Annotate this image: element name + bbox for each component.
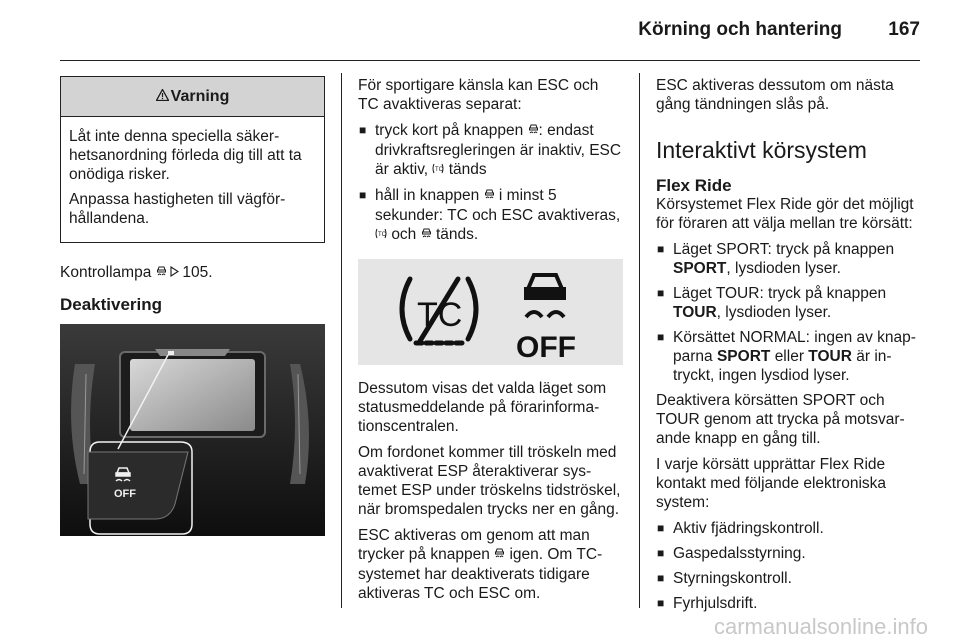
warning-text-2: Anpassa hastigheten till vägförhållandena. [69,191,286,227]
svg-text:TC: TC [378,232,386,238]
esc-tc-list [358,121,623,245]
list-item: ■ Aktiv fjädringskontroll. [656,519,922,538]
page-number: 167 [888,19,920,40]
header-rule [60,60,920,61]
col3-first: ESC aktiveras dessutom om nästa gång tändningen slås på. [656,77,894,113]
heading-deaktivering: Deaktivering [60,295,163,314]
col3-varje: I varje körsätt upprättar Flex Ride kontakt med följande elektroniska system: [656,456,887,511]
column-divider-1 [341,73,342,608]
flex-ride-intro: Körsystemet Flex Ride gör det möjligt för föraren att välja mellan tre körsätt: [656,196,914,232]
list-item: ■ håll in knappen i minst 5 sekunder: TC och ESC avaktiveras, TC och tänds. [358,186,623,245]
tc-off-icon [432,163,444,177]
photo-off-label: OFF [114,488,136,500]
heading-flex-ride: Flex Ride [656,176,732,195]
watermark [0,614,960,642]
graphic-off-label: OFF [516,331,576,364]
list-item: ■ Gaspedalsstyrning. [656,544,922,563]
dashboard-photo [60,324,325,536]
esc-off-icon [156,266,170,280]
col2-threshold: Om fordonet kommer till tröskeln med avaktiverat ESP återaktiverar systemet ESP under tröskelns tidströskel, när bromspedalen trycks ner en gång. [358,444,621,518]
kontrollampa-line: Kontrollampa 105. [60,264,213,281]
esc-off-icon [421,228,432,242]
modes-list [656,240,922,385]
col2-intro: För sportigare känsla kan ESC och TC avaktiveras separat: [358,77,599,113]
esc-off-icon [494,548,505,562]
col3-deaktivera: Deaktivera körsätten SPORT och TOUR genom att trycka på motsvarande knapp en gång till. [656,392,905,447]
column-2 [358,76,623,610]
list-item: ■ Körsättet NORMAL: ingen av knapparna SPORT eller TOUR är intryckt, ingen lysdiod lyser. [656,328,922,385]
list-item: ■ Läget SPORT: tryck på knappen SPORT, lysdioden lyser. [656,240,922,278]
warning-triangle-icon [156,87,169,106]
page-header [60,18,920,48]
heading-interaktivt: Interaktivt körsystem [656,137,867,163]
list-item: ■ Fyrhjulsdrift. [656,594,922,613]
list-item: ■ tryck kort på knappen : endast drivkraftsregleringen är inaktiv, ESC är aktiv, TC tänds [358,121,623,180]
list-item: ■ Styrningskontroll. [656,569,922,588]
tc-off-icon [375,228,387,242]
col2-dessutom: Dessutom visas det valda läget som statusmeddelande på förarinformationscentralen. [358,380,607,435]
tc-esc-off-graphic [358,259,623,365]
list-item: ■ Läget TOUR: tryck på knappen TOUR, lysdioden lyser. [656,284,922,322]
warning-header [61,77,324,117]
column-3 [656,76,922,619]
graphic-tc-label: TC [417,296,463,334]
systems-list [656,519,922,613]
warning-text-1: Låt inte denna speciella säkerhetsanordning förleda dig till att ta onödiga risker. [69,128,302,183]
page-reference-icon [170,266,182,280]
esc-off-large-icon [526,275,564,317]
esc-off-icon [484,189,495,203]
page-title: Körning och hantering [638,19,842,40]
warning-box [60,76,325,243]
col2-esc-reactivate: ESC aktiveras om genom att man trycker på knappen igen. Om TC-systemet har deaktiverats tidigare aktiveras TC och ESC om. [358,527,603,602]
esc-off-icon [528,124,539,138]
watermark-text: carmanualsonline.info [713,614,928,639]
column-1 [60,76,325,536]
svg-text:TC: TC [435,167,444,173]
warning-title: Varning [170,88,230,105]
column-divider-2 [639,73,640,608]
